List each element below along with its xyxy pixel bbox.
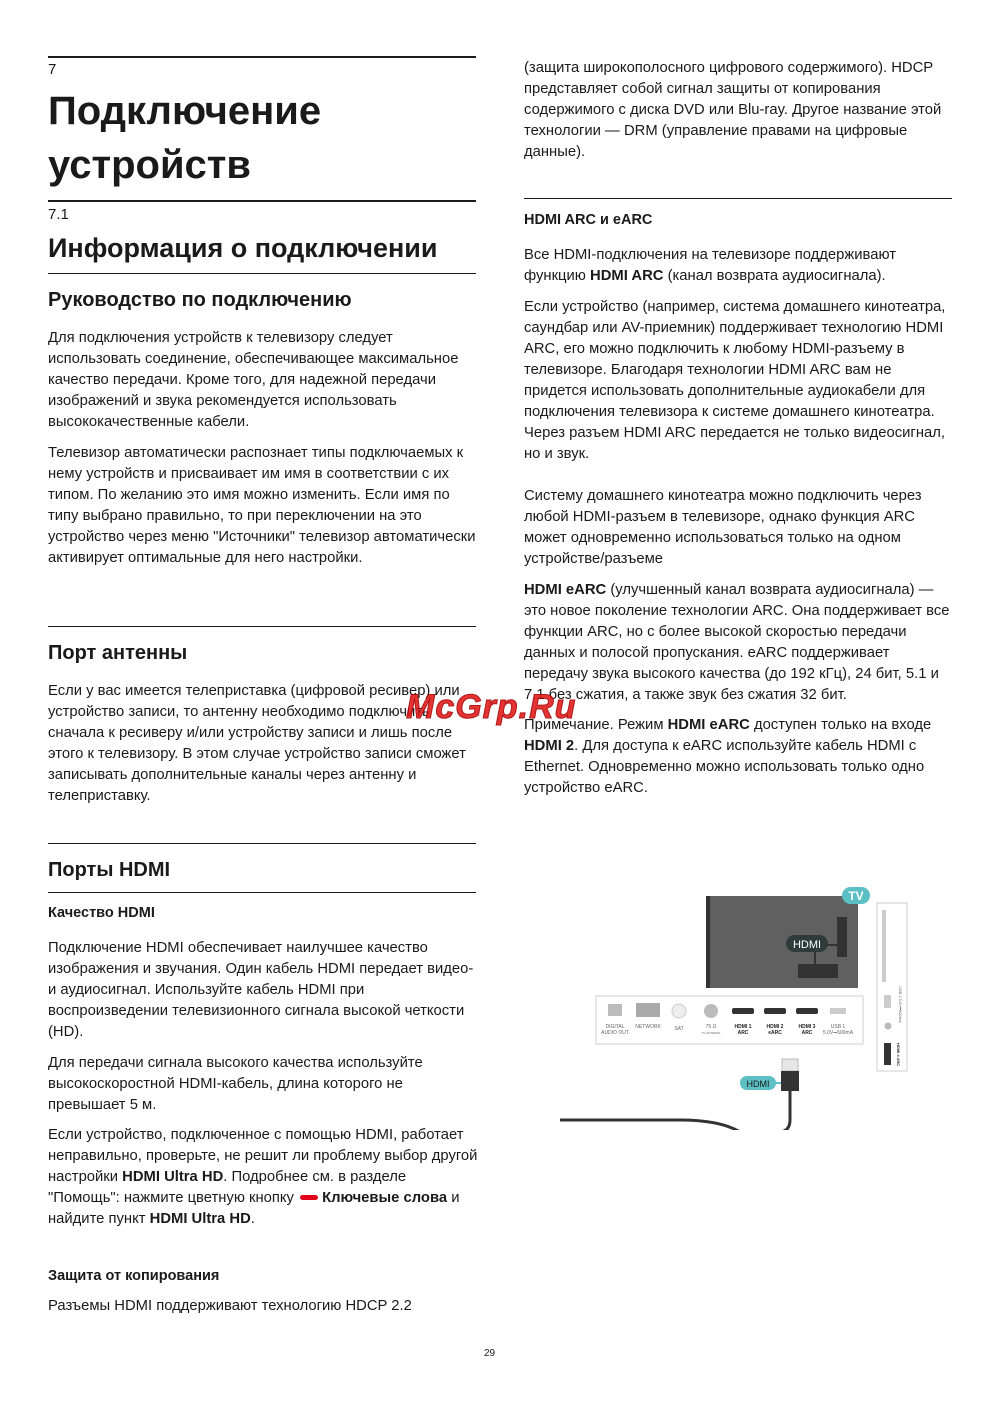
bold-text: HDMI Ultra HD [149,1211,251,1227]
divider [48,200,476,202]
hdmi-cable-plug [781,1059,799,1091]
svg-text:ARC: ARC [737,1030,749,1036]
svg-text:eARC: eARC [768,1030,782,1036]
topic-title: Качество HDMI [48,905,155,921]
paragraph: Систему домашнего кинотеатра можно подключить через любой HDMI-разъем в телевизоре, однако функция ARC может одновременно использоваться только на одном устройстве/разъеме [524,488,922,567]
svg-text:TV: TV [848,889,864,903]
topic-title: HDMI ARC и eARC [524,212,653,228]
svg-text:HDMI: HDMI [792,939,822,951]
bold-text: HDMI Ultra HD [122,1169,224,1185]
svg-text:DIGITAL: DIGITAL [605,1024,625,1030]
paragraph [524,245,954,287]
divider [48,892,476,893]
topic-title: Защита от копирования [48,1268,220,1284]
text: Примечание. Режим [524,717,668,733]
svg-text:75 Ω: 75 Ω [705,1024,717,1030]
svg-text:SAT: SAT [674,1026,684,1032]
divider [48,843,476,844]
cable-label [740,1076,781,1090]
paragraph [524,715,954,799]
bold-text: HDMI eARC [524,582,607,598]
text: . [250,1211,255,1227]
svg-text:HDMI 4 ARC: HDMI 4 ARC [896,1043,901,1067]
hdmi-cable [560,1091,790,1130]
section-title: Информация о подключении [48,233,438,263]
bold-text: Ключевые слова [322,1190,448,1206]
subsection-title: Порт антенны [48,642,188,664]
subsection-title: Порты HDMI [48,859,171,881]
subsection-title: Руководство по подключению [48,289,352,311]
text: (канал возврата аудиосигнала). [663,268,886,284]
svg-text:USB 1: USB 1 [830,1024,846,1030]
paragraph [524,580,954,706]
svg-text:HDMI: HDMI [746,1079,770,1089]
text: Все HDMI-подключения на телевизоре поддерживают функцию [524,247,896,284]
section-number: 7.1 [48,206,69,223]
svg-text:HDMI 2: HDMI 2 [766,1024,784,1030]
svg-text:USB 2 5.0V⎓900mA: USB 2 5.0V⎓900mA [898,986,903,1023]
bold-text: HDMI 2 [524,738,575,754]
text: . Для доступа к eARC используйте кабель HDMI с Ethernet. Одновременно можно использовать только одно устройство eARC. [524,738,925,796]
text: . Подробнее см. в разделе "Помощь": нажмите цветную кнопку [48,1169,407,1206]
paragraph: Если устройство (например, система домашнего кинотеатра, саундбар или AV-приемник) поддерживает технологию HDMI ARC, его можно подключить к любому HDMI-разъему в телевизоре. Благодаря технологии HDMI ARC вам не придется использовать дополнительные аудиокабели для подключения телевизора к системе домашнего кинотеатра. Через разъем HDMI ARC передается не только видеосигнал, но и звук. [524,299,946,462]
paragraph: (защита широкополосного цифрового содержимого). HDCP представляет собой сигнал защиты от копирования содержимого с диска DVD или Blu-ray. Другое название этой технологии — DRM (управление правами на цифровые данные). [524,60,942,160]
bold-text: HDMI ARC [590,268,664,284]
paragraph [48,1125,478,1230]
svg-text:TV ANTENNA: TV ANTENNA [701,1031,721,1035]
paragraph: Телевизор автоматически распознает типы подключаемых к нему устройств и присваивает им имя в соответствии с их типом. По желанию это имя можно изменить. Если имя по типу выбрано правильно, то при переключении на это устройство через меню "Источники" телевизор автоматически активирует оптимальные для него настройки. [48,445,476,566]
paragraph: Подключение HDMI обеспечивает наилучшее качество изображения и звучания. Один кабель HDMI передает видео- и аудиосигнал. Используйте кабель HDMI при воспроизведении телевизионного сигнала высокой четкости (HD). [48,940,474,1040]
text: доступен только на входе [749,717,932,733]
divider [48,273,476,274]
text: (улучшенный канал возврата аудиосигнала) — это новое поколение технологии ARC. Она поддерживает все функции ARC, но с более высокой скоростью передачи данных и полосой пропускания. eARC поддерживает передачу звука высокого качества (до 192 кГц), 24 бит, 5.1 и 7.1 без сжатия, а также звук без сжатия 32 бит. [524,582,950,703]
paragraph: Для подключения устройств к телевизору следует использовать соединение, обеспечивающее максимальное качество передачи. Кроме того, для надежной передачи изображений и звука рекомендуется использовать высококачественные кабели. [48,330,459,430]
svg-text:5.0V⎓500mA: 5.0V⎓500mA [822,1030,854,1036]
svg-text:HDMI 1: HDMI 1 [734,1024,752,1030]
bold-text: HDMI eARC [667,717,750,733]
chapter-title: Подключение устройств [48,89,322,187]
paragraph: Для передачи сигнала высокого качества используйте высокоскоростной HDMI-кабель, длина которого не превышает 5 м. [48,1055,423,1113]
divider [48,626,476,627]
svg-text:AUDIO OUT: AUDIO OUT [601,1030,629,1036]
paragraph: Разъемы HDMI поддерживают технологию HDCP 2.2 [48,1298,412,1314]
svg-text:HDMI 3: HDMI 3 [798,1024,816,1030]
text: и найдите пункт [48,1190,460,1227]
hdmi-callout [786,935,828,952]
red-key-icon [300,1195,318,1200]
paragraph: Если у вас имеется телеприставка (цифровой ресивер) или устройство записи, то антенну необходимо подключить сначала к ресиверу и/или устройству записи и лишь после этого к телевизору. В этом случае устройство записи сможет записывать дополнительные каналы через антенну и телеприставку. [48,683,466,804]
watermark: McGrp.Ru [406,688,577,726]
svg-text:ARC: ARC [801,1030,813,1036]
divider [524,198,952,199]
tv-badge [842,887,870,904]
divider [48,56,476,58]
svg-text:NETWORK: NETWORK [635,1024,661,1030]
hdmi-connection-diagram [560,880,920,1130]
text: Если устройство, подключенное с помощью HDMI, работает неправильно, проверьте, не решит ли проблему выбор другой настройки [48,1127,478,1185]
chapter-number: 7 [48,61,57,78]
page-number: 29 [484,1348,496,1359]
